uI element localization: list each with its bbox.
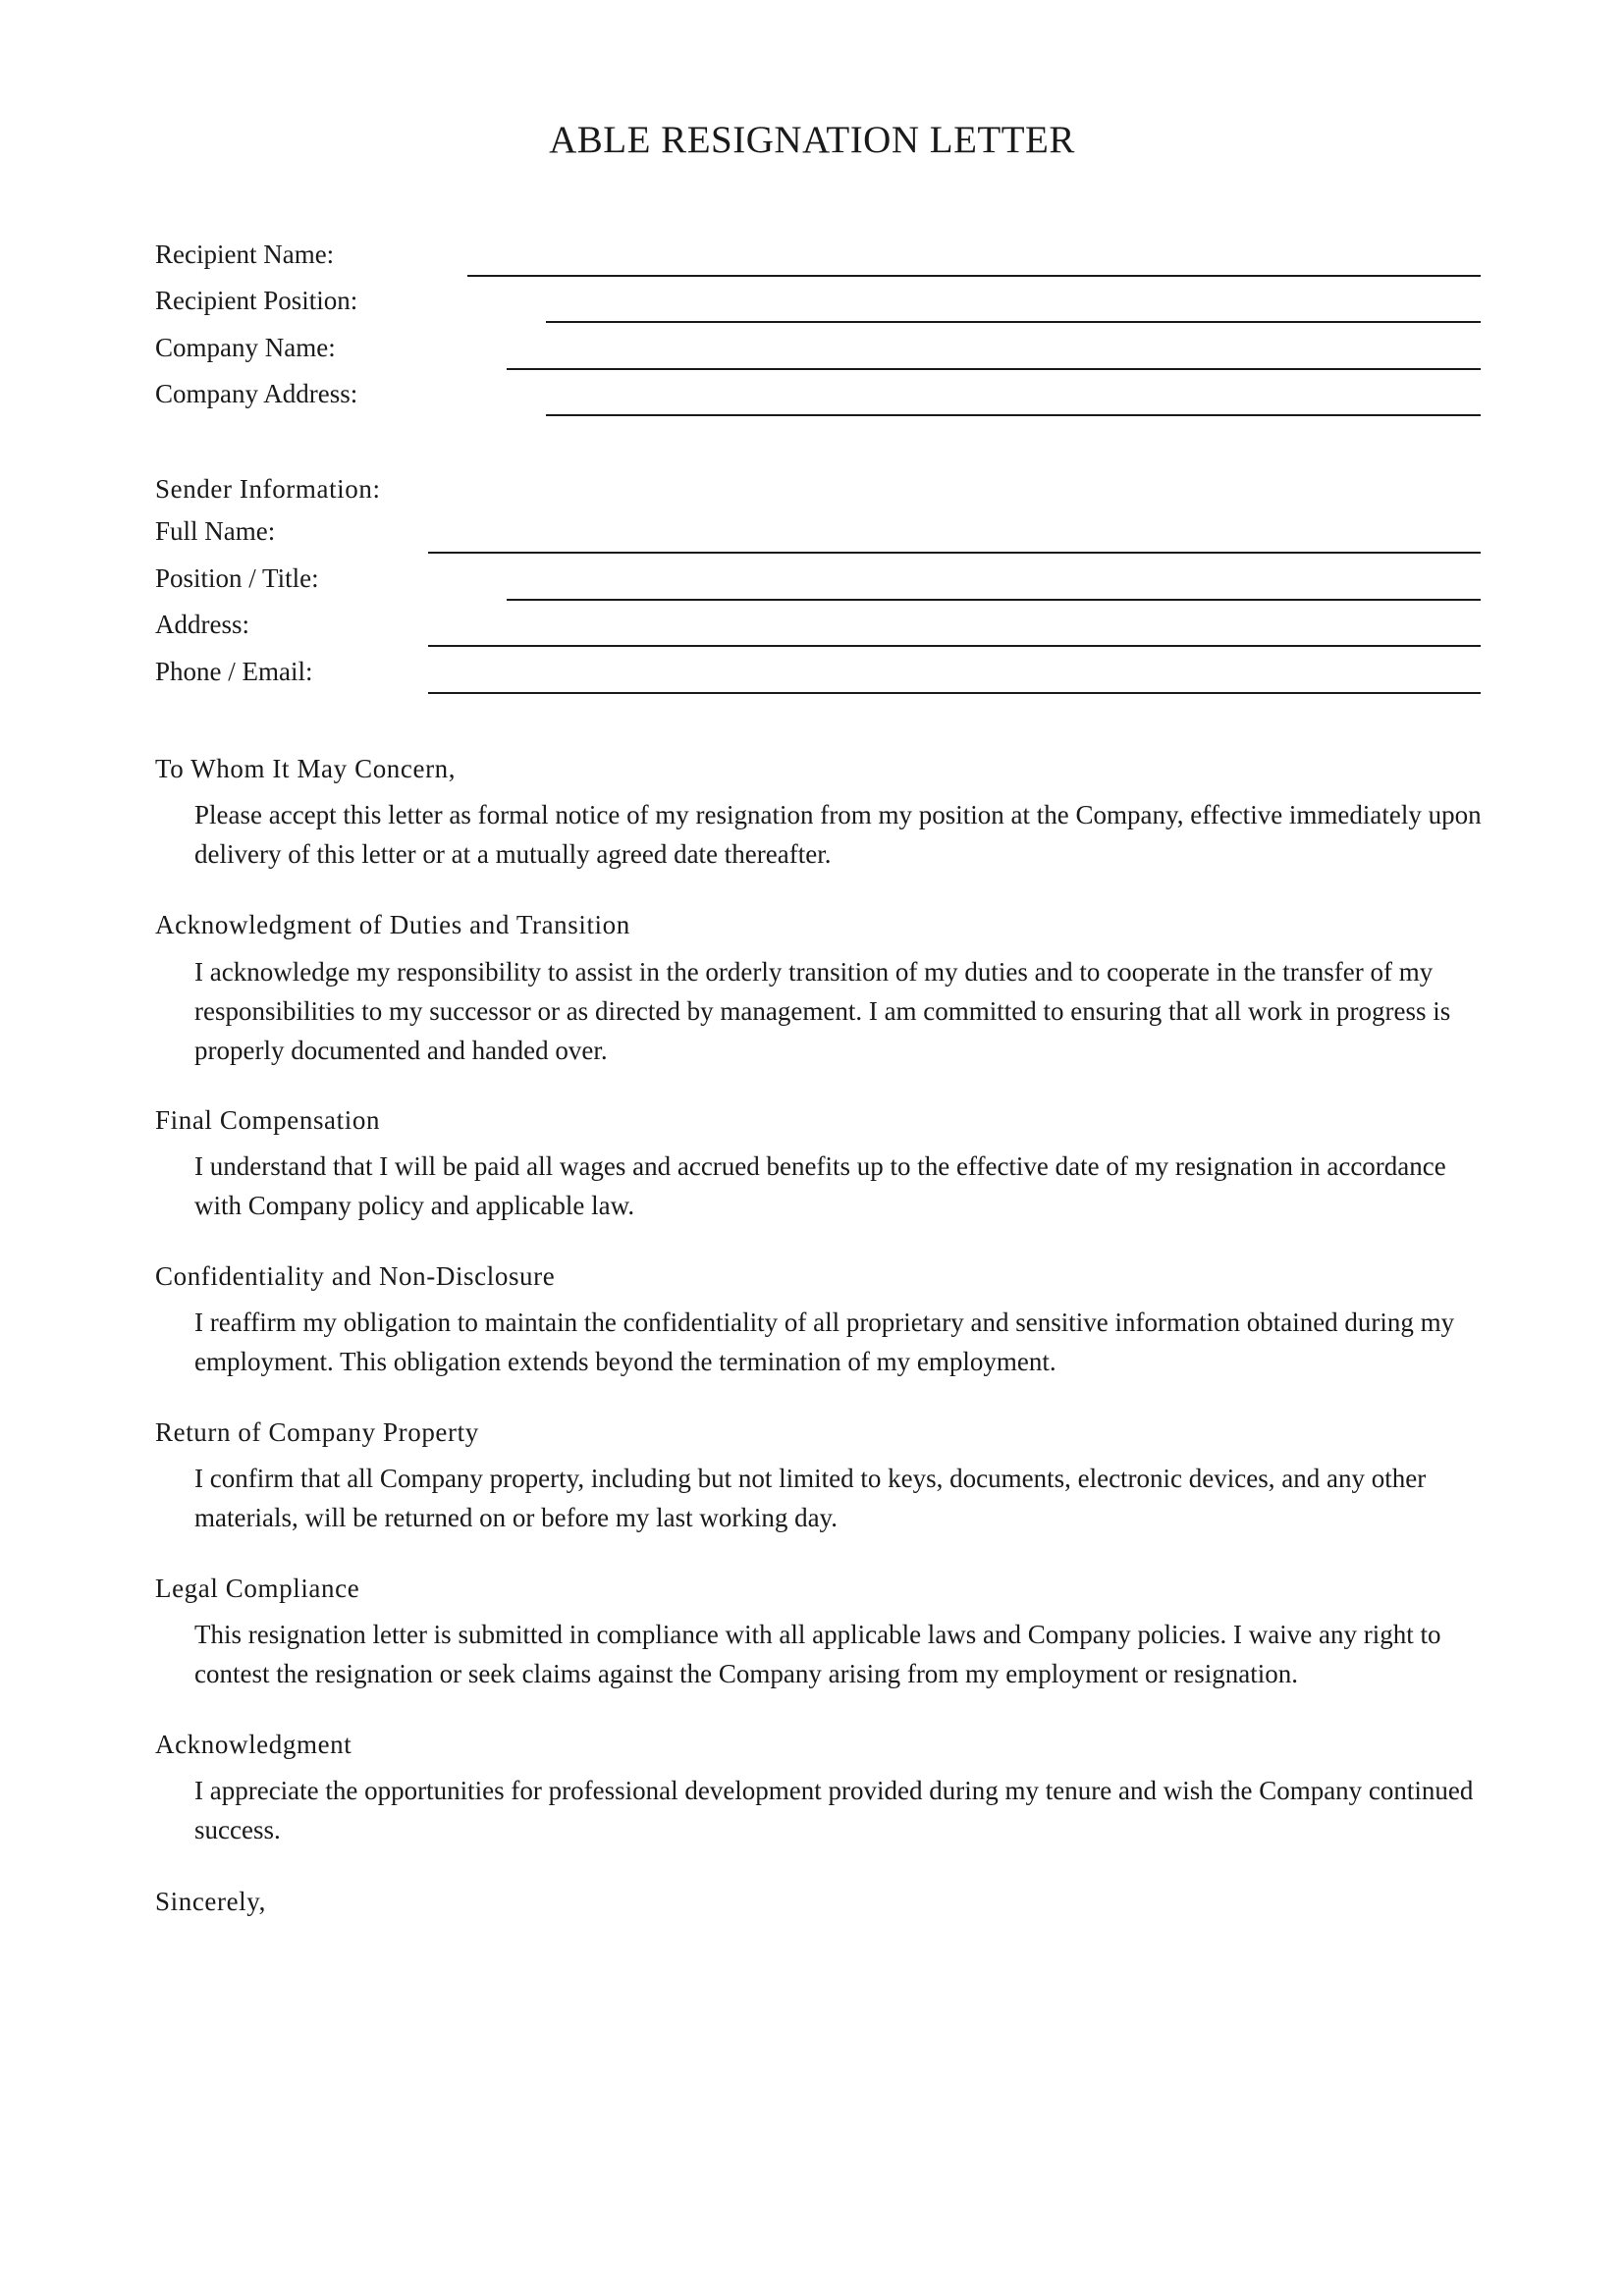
recipient-name-field[interactable] xyxy=(155,232,1481,277)
address-label: Address: xyxy=(155,610,249,639)
section-heading-duties: Acknowledgment of Duties and Transition xyxy=(155,910,630,939)
address-line[interactable] xyxy=(428,645,1481,647)
document-title: ABLE RESIGNATION LETTER xyxy=(549,119,1075,161)
company-name-field[interactable] xyxy=(155,325,1481,370)
full-name-label: Full Name: xyxy=(155,516,276,546)
section-body-acknowledgment: I appreciate the opportunities for professional development provided during my tenure and wish the Company continued success. xyxy=(194,1776,1474,1844)
recipient-position-line[interactable] xyxy=(546,321,1481,323)
closing: Sincerely, xyxy=(155,1887,266,1916)
section-heading-confidentiality: Confidentiality and Non-Disclosure xyxy=(155,1261,556,1291)
phone-email-field[interactable] xyxy=(155,649,1481,694)
phone-email-line[interactable] xyxy=(428,692,1481,694)
section-body-confidentiality: I reaffirm my obligation to maintain the confidentiality of all proprietary and sensitive information obtained during my employment. This obligation extends beyond the termination of my employment. xyxy=(194,1308,1455,1376)
section-heading-legal: Legal Compliance xyxy=(155,1574,360,1603)
address-field[interactable] xyxy=(155,602,1481,647)
company-address-label: Company Address: xyxy=(155,379,358,408)
full-name-line[interactable] xyxy=(428,552,1481,554)
section-heading-acknowledgment: Acknowledgment xyxy=(155,1730,352,1759)
section-body-property: I confirm that all Company property, including but not limited to keys, documents, electronic devices, and any other materials, will be returned on or before my last working day. xyxy=(194,1464,1427,1532)
section-body-legal: This resignation letter is submitted in compliance with all applicable laws and Company policies. I waive any right to contest the resignation or seek claims against the Company arising from my employment or resignation. xyxy=(194,1620,1441,1688)
section-body-compensation: I understand that I will be paid all wages and accrued benefits up to the effective date of my resignation in accordance with Company policy and applicable law. xyxy=(194,1151,1446,1220)
recipient-name-line[interactable] xyxy=(467,275,1481,277)
full-name-field[interactable] xyxy=(155,508,1481,554)
position-title-field[interactable] xyxy=(155,556,1481,601)
phone-email-label: Phone / Email: xyxy=(155,657,313,686)
position-title-line[interactable] xyxy=(507,599,1481,601)
position-title-label: Position / Title: xyxy=(155,563,319,593)
salutation: To Whom It May Concern, xyxy=(155,754,457,783)
intro-paragraph: Please accept this letter as formal notice of my resignation from my position at the Company, effective immediately upon delivery of this letter or at a mutually agreed date thereafter. xyxy=(194,800,1482,869)
company-address-field[interactable] xyxy=(155,371,1481,416)
recipient-position-label: Recipient Position: xyxy=(155,286,358,315)
company-address-line[interactable] xyxy=(546,414,1481,416)
section-body-duties: I acknowledge my responsibility to assist in the orderly transition of my duties and to cooperate in the transfer of my responsibilities to my successor or as directed by management. I am committed to ensuring that all work in progress is properly documented and handed over. xyxy=(194,957,1451,1065)
recipient-position-field[interactable] xyxy=(155,278,1481,323)
recipient-name-label: Recipient Name: xyxy=(155,240,335,269)
section-heading-property: Return of Company Property xyxy=(155,1417,479,1447)
section-heading-compensation: Final Compensation xyxy=(155,1105,381,1135)
company-name-line[interactable] xyxy=(507,368,1481,370)
sender-info-heading: Sender Information: xyxy=(155,474,381,504)
company-name-label: Company Name: xyxy=(155,333,336,362)
